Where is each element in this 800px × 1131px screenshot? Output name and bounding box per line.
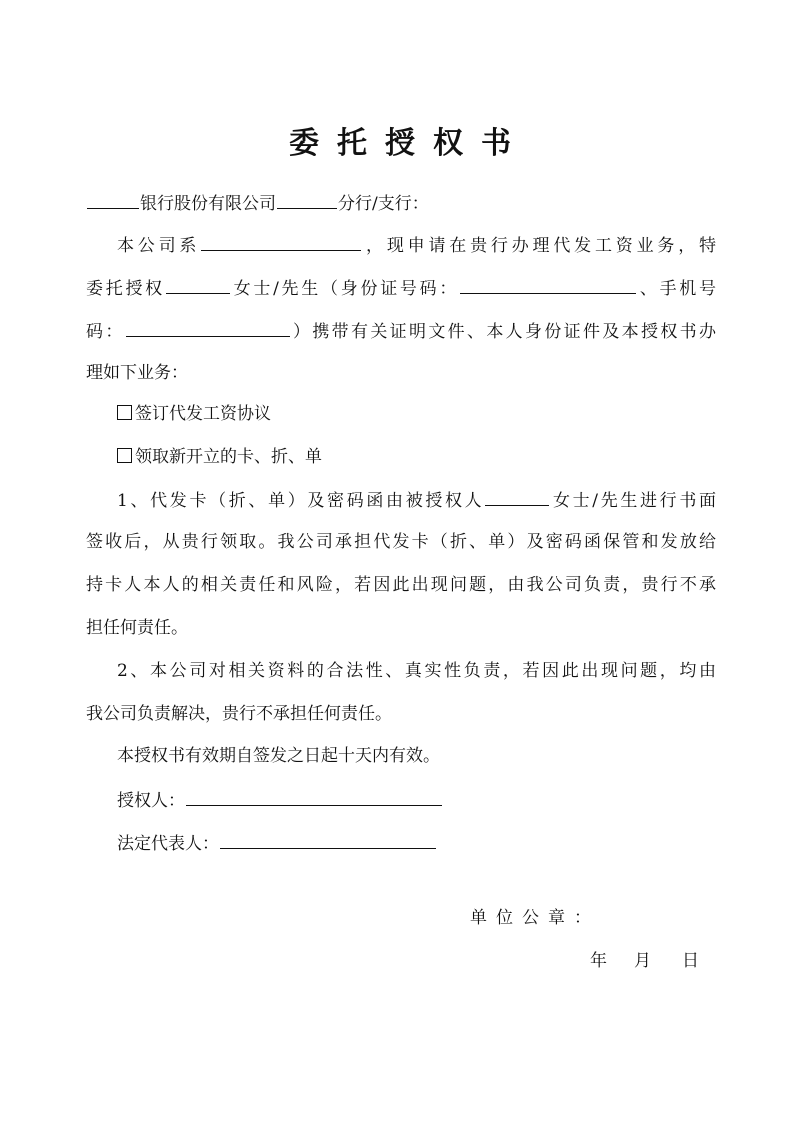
para1-text: 本公司系 bbox=[117, 236, 201, 256]
para1-line1 bbox=[117, 232, 716, 258]
document-title: 委托授权书 bbox=[289, 126, 529, 161]
para1-line2 bbox=[86, 275, 716, 301]
validity-statement: 本授权书有效期自签发之日起十天内有效。 bbox=[117, 746, 440, 766]
date-line bbox=[590, 946, 699, 971]
authorizer-signature-blank[interactable] bbox=[186, 787, 442, 806]
option-sign-agreement[interactable] bbox=[117, 402, 716, 426]
company-name-blank[interactable] bbox=[201, 232, 361, 251]
legal-rep-signature-blank[interactable] bbox=[220, 830, 436, 849]
branch-suffix: 分行/支行： bbox=[338, 194, 429, 214]
clause1-line4: 担任何责任。 bbox=[86, 618, 188, 638]
clause2-line2: 我公司负责解决，贵行不承担任何责任。 bbox=[86, 704, 392, 724]
checkbox-icon[interactable] bbox=[117, 448, 132, 463]
clause2-line1: 2、本公司对相关资料的合法性、真实性负责，若因此出现问题，均由 bbox=[117, 661, 716, 681]
date-day: 日 bbox=[682, 951, 699, 971]
para1-line4: 理如下业务： bbox=[86, 363, 188, 383]
id-number-blank[interactable] bbox=[460, 275, 636, 294]
para1-text: 委托授权 bbox=[86, 279, 165, 299]
para1-text: 女士/先生（身份证号码： bbox=[230, 279, 460, 299]
para1-text: ，现申请在贵行办理代发工资业务，特 bbox=[362, 236, 717, 256]
date-month: 月 bbox=[634, 951, 651, 971]
recipient-name-blank[interactable] bbox=[485, 487, 549, 506]
bank-suffix: 银行股份有限公司 bbox=[140, 194, 276, 214]
date-year: 年 bbox=[590, 951, 607, 971]
para1-text: 、手机号 bbox=[637, 279, 717, 299]
clause1-line1 bbox=[117, 487, 716, 513]
phone-number-blank[interactable] bbox=[126, 318, 290, 337]
legal-rep-label: 法定代表人： bbox=[117, 834, 219, 854]
bank-name-blank[interactable] bbox=[87, 190, 139, 209]
clause1-text: 1、代发卡（折、单）及密码函由被授权人 bbox=[117, 491, 485, 511]
clause1-line3: 持卡人本人的相关责任和风险，若因此出现问题，由我公司负责，贵行不承 bbox=[86, 575, 716, 595]
authorized-person-blank[interactable] bbox=[166, 275, 230, 294]
para1-text: 码： bbox=[86, 322, 125, 342]
authorizer-label: 授权人： bbox=[117, 791, 185, 811]
option-label: 领取新开立的卡、折、单 bbox=[135, 447, 322, 467]
branch-name-blank[interactable] bbox=[277, 190, 337, 209]
option-label: 签订代发工资协议 bbox=[135, 404, 271, 424]
option-collect-cards[interactable] bbox=[117, 445, 716, 469]
checkbox-icon[interactable] bbox=[117, 405, 132, 420]
para1-line3 bbox=[86, 318, 716, 344]
para1-text: ）携带有关证明文件、本人身份证件及本授权书办 bbox=[290, 322, 717, 342]
clause1-text: 女士/先生进行书面 bbox=[550, 491, 716, 511]
company-seal-label: 单位公章： bbox=[470, 908, 600, 928]
authorizer-line bbox=[117, 787, 716, 813]
addressee-line bbox=[86, 190, 716, 216]
clause1-line2: 签收后，从贵行领取。我公司承担代发卡（折、单）及密码函保管和发放给 bbox=[86, 532, 716, 552]
legal-rep-line bbox=[117, 830, 716, 856]
